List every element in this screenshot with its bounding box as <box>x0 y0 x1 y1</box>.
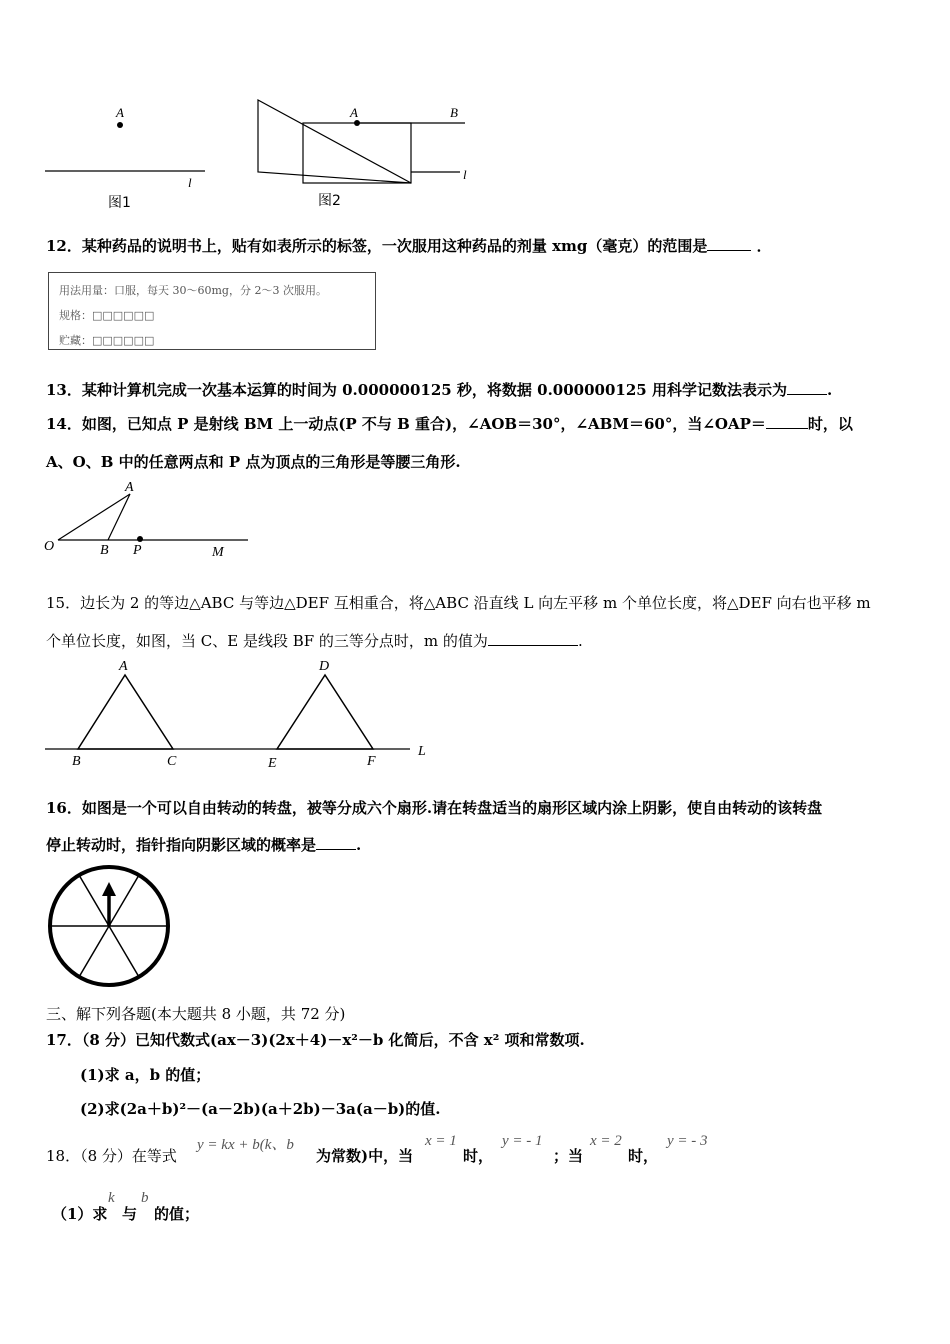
q18-y2: y = - 3 <box>667 1133 708 1149</box>
fig1-caption: 图1 <box>108 195 131 211</box>
q14-point-p <box>137 536 143 542</box>
q15-triangle-abc <box>78 675 173 749</box>
q14-figure <box>40 478 255 560</box>
q14-label-p: P <box>133 543 142 558</box>
fig2-point-a <box>354 120 360 126</box>
q18-sub1-b: 与 <box>122 1205 138 1223</box>
q12-text: 12．某种药品的说明书上，贴有如表所示的标签，一次服用这种药品的剂量 xmg（毫克）的范围是 ． <box>46 237 772 255</box>
q18-mid4: 时， <box>628 1147 659 1165</box>
q18-prefix: 18．（8 分）在等式 <box>46 1147 177 1165</box>
q15-label-d: D <box>319 659 330 674</box>
q14-label-b: B <box>100 543 109 558</box>
fig2-caption: 图2 <box>318 193 341 209</box>
q15-line1: 15．边长为 2 的等边△ABC 与等边△DEF 互相重合，将△ABC 沿直线 L 向左平移 m 个单位长度，将△DEF 向右也平移 m <box>46 594 871 612</box>
fig1-label-a: A <box>116 105 124 120</box>
label-dosage: 用法用量：口服，每天 30～60mg，分 2～3 次服用。 <box>59 284 327 297</box>
q18-sub1-a: （1）求 <box>52 1205 108 1223</box>
q15-label-l: L <box>418 744 426 759</box>
q18-k: k <box>108 1190 115 1206</box>
q12-medicine-label <box>48 272 376 350</box>
q14-line1: 14．如图，已知点 P 是射线 BM 上一动点(P 不与 B 重合)，∠AOB＝30°，∠ABM＝60°，当∠OAP＝ 时，以 <box>46 415 853 433</box>
q18-x1: x = 1 <box>425 1133 457 1149</box>
q15-figure <box>40 655 440 775</box>
q14-label-a: A <box>125 480 134 495</box>
q13-text: 13．某种计算机完成一次基本运算的时间为 0.000000125 秒，将数据 0.000000125 用科学记数法表示为 . <box>46 381 833 399</box>
spinner-pointer-head <box>102 882 116 896</box>
q18-b: b <box>141 1190 149 1206</box>
fig2-label-a: A <box>350 105 358 120</box>
q18-mid2: 时， <box>463 1147 494 1165</box>
q17-line1: 17．（8 分）已知代数式(ax－3)(2x＋4)－x²－b 化简后，不含 x² 项和常数项. <box>46 1031 585 1049</box>
fig2-triangle <box>258 100 411 183</box>
q16-line1: 16．如图是一个可以自由转动的转盘，被等分成六个扇形.请在转盘适当的扇形区域内涂上阴影，使自由转动的该转盘 <box>46 799 823 817</box>
q17-sub1: (1)求 a，b 的值； <box>80 1066 211 1084</box>
q15-line2: 个单位长度，如图，当 C、E 是线段 BF 的三等分点时，m 的值为 . <box>46 632 583 650</box>
q18-mid1: 为常数)中，当 <box>316 1147 414 1165</box>
q16-spinner <box>44 864 174 988</box>
q18-x2: x = 2 <box>590 1133 622 1149</box>
q18-sub1-c: 的值； <box>154 1205 200 1223</box>
fig2-label-b: B <box>450 105 458 120</box>
label-storage: 贮藏：□□□□□□ <box>59 334 155 347</box>
q15-label-f: F <box>367 754 376 769</box>
q15-label-a: A <box>119 659 128 674</box>
fig1-label-l: l <box>188 175 192 190</box>
q15-label-e: E <box>268 756 277 771</box>
q18-y1: y = - 1 <box>502 1133 543 1149</box>
q17-sub2: (2)求(2a＋b)²－(a－2b)(a＋2b)－3a(a－b)的值. <box>80 1100 441 1118</box>
q15-label-b: B <box>72 754 81 769</box>
q14-label-o: O <box>44 539 55 554</box>
fig2-label-l: l <box>463 167 467 182</box>
q18-equation: y = kx + b(k、b <box>197 1137 294 1153</box>
fig1-point-a <box>117 122 123 128</box>
q15-triangle-def <box>277 675 373 749</box>
label-spec: 规格：□□□□□□ <box>59 309 155 322</box>
figure-1-2 <box>40 95 480 215</box>
q16-line2: 停止转动时，指针指向阴影区域的概率是 . <box>46 836 362 854</box>
q15-label-c: C <box>167 754 177 769</box>
section-3-heading: 三、解下列各题(本大题共 8 小题，共 72 分) <box>46 1005 346 1023</box>
q14-line2: A、O、B 中的任意两点和 P 点为顶点的三角形是等腰三角形. <box>46 453 461 471</box>
q18-mid3: ；当 <box>553 1147 584 1165</box>
q14-label-m: M <box>212 545 224 560</box>
